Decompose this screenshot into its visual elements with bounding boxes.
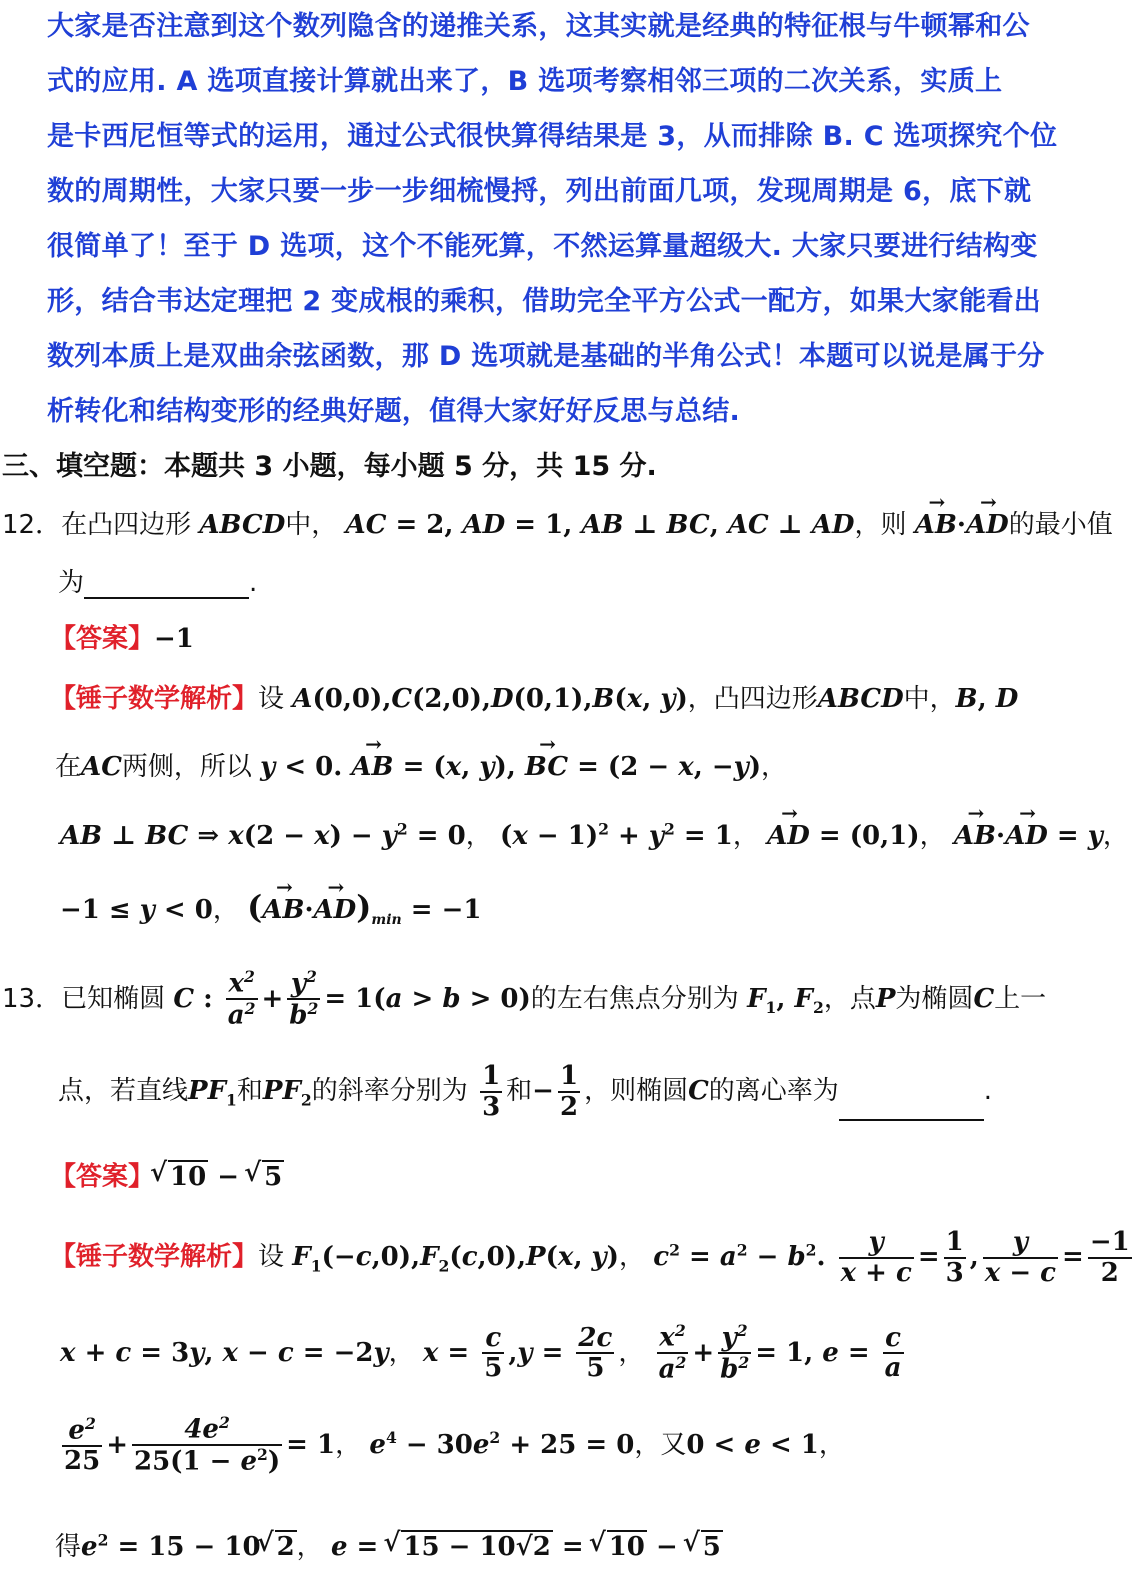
q13-stem-line2: 点，若直线$PF_1$和$PF_2$的斜率分别为 $\frac{1}{3}$ 和− $\frac{1}{2}$ ，则椭圆C的离心率为 . — [58, 1061, 993, 1122]
q12-solution-line2: 在AC两侧，所以 y < 0. → AB = (x, y), → BC = (2 − x, −y)， — [55, 746, 787, 783]
section-heading: 三、填空题：本题共 3 小题，每小题 5 分，共 15 分. — [2, 451, 657, 482]
q12-solution-line1: 【锤子数学解析】设 A(0,0),C(2,0),D(0,1),B(x, y)，凸四边形ABCD中，B, D — [50, 684, 1019, 714]
q13-solution-line3: $\frac{e^2}{25}$ + $\frac{4e^2}{25(1 - e^2)}$ = 1， $e^4 - 30e^2 + 25 = 0$，又0 < e < 1， — [64, 1413, 845, 1477]
intro-line: 很简单了！至于 D 选项，这个不能死算，不然运算量超级大. 大家只要进行结构变 — [47, 231, 1038, 262]
q13-solution-line1: 【锤子数学解析】设 $F_1(-c,0),F_2(c,0),P(x$, y)， $c^2 = a^2 - b^2$. $\frac{y}{x + c}$ = $\frac{1}{3}$ , $\frac{y}{x - c}$ = $\frac{-1}{2}$ — [50, 1227, 1130, 1288]
intro-line: 数列本质上是双曲余弦函数，那 D 选项就是基础的半角公式！本题可以说是属于分 — [47, 341, 1045, 372]
intro-line: 析转化和结构变形的经典好题，值得大家好好反思与总结. — [47, 396, 741, 427]
q12-stem-line2: 为 . — [58, 568, 258, 598]
q13-stem-line1: 13．已知椭圆 C : $\frac{x^2}{a^2}$ + $\frac{y^2}{b^2}$ = 1(a > b > 0)的左右焦点分别为 $F_1$, $F_2$，点P为椭圆C上一 — [2, 967, 1047, 1031]
intro-line: 大家是否注意到这个数列隐含的递推关系，这其实就是经典的特征根与牛顿幂和公 — [47, 11, 1030, 42]
q12-answer: 【答案】−1 — [50, 624, 194, 654]
intro-line: 是卡西尼恒等式的运用，通过公式很快算得结果是 3，从而排除 B. C 选项探究个位 — [47, 121, 1058, 152]
q13-solution-line4: 得$e^2 = 15 - 10√$ 2， e = √ 15 − 10√2 = √ 10 − √ 5 — [55, 1526, 723, 1563]
intro-line: 数的周期性，大家只要一步一步细梳慢捋，列出前面几项，发现周期是 6，底下就 — [47, 176, 1032, 207]
q12-solution-line4: −1 ≤ y < 0， (→ $AB\cdot\to AD)_{min} = -1$ — [60, 888, 481, 928]
answer-blank — [84, 573, 249, 599]
q12-solution-line3: AB ⊥ BC ⇒ $x(2 - x) - y^2 = 0$， $(x - 1)^2 + y^2 = 1$， → AD = (0,1)， → AB·→ AD = y， — [60, 815, 1129, 852]
intro-line: 形，结合韦达定理把 2 变成根的乘积，借助完全平方公式一配方，如果大家能看出 — [47, 286, 1041, 317]
answer-blank — [839, 1095, 984, 1121]
q12-stem-line1: 12．在凸四边形 ABCD中， AC = 2, AD = 1, AB ⊥ BC, AC ⊥ AD，则 → AB·→ AD的最小值 — [2, 504, 1113, 541]
q13-answer: 【答案】√ 10 − √ 5 — [50, 1156, 284, 1193]
intro-line: 式的应用. A 选项直接计算就出来了，B 选项考察相邻三项的二次关系，实质上 — [47, 66, 1003, 97]
q13-solution-line2: x + c = 3y, x − c = −2y， x = $\frac{c}{5}$ ,y = $\frac{2c}{5}$ ， $\frac{x^2}{a^2}$ + $\frac{y^2}{b^2}$ = 1, e = $\frac{c}{a}$ — [60, 1321, 902, 1385]
